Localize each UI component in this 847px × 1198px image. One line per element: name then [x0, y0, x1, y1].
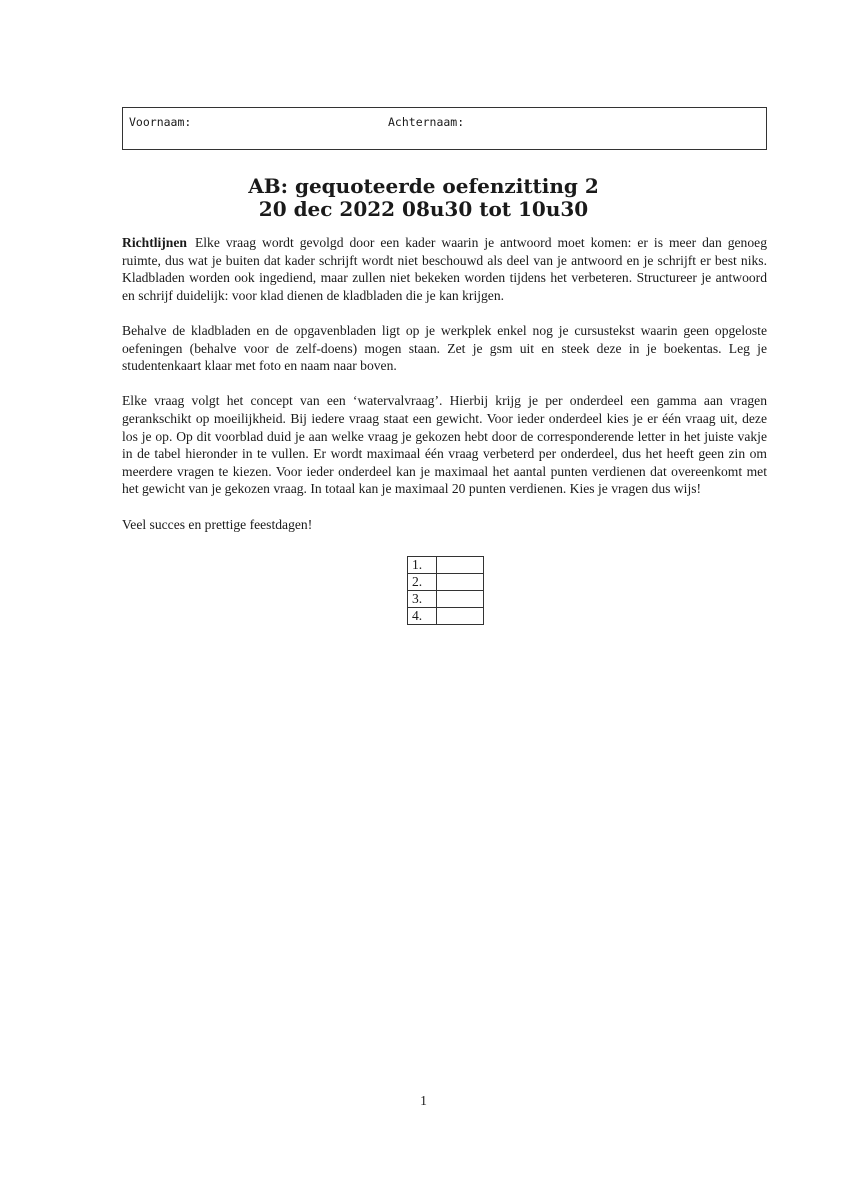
guidelines-paragraph-2: Behalve de kladbladen en de opgavenbladen ligt op je werkplek enkel nog je cursustekst waarin geen opgeloste oefeningen (behalve voor de zelf-doens) mogen staan. Zet je gsm uit en steek deze in je boekentas. Leg je studentenkaart klaar met foto en naam naar boven.: [122, 322, 767, 374]
first-name-label: Voornaam:: [129, 115, 192, 129]
name-box: [122, 107, 767, 150]
answer-cell[interactable]: [437, 608, 484, 625]
last-name-label: Achternaam:: [388, 115, 465, 129]
closing-text: Veel succes en prettige feestdagen!: [122, 516, 313, 532]
answer-cell[interactable]: [437, 574, 484, 591]
guidelines-paragraph-3: Elke vraag volgt het concept van een ‘watervalvraag’. Hierbij krijg je per onderdeel een gamma aan vragen gerankschikt op moeilijkheid. Bij iedere vraag staat een gewicht. Voor ieder onderdeel kies je er één vraag uit, deze los je op. Op dit voorblad duid je aan welke vraag je gekozen hebt door de corresponderende letter in het juiste vakje in de tabel hieronder in te vullen. Er wordt maximaal één vraag verbeterd per onderdeel, dus het heeft geen zin om meerdere vragen te kiezen. Voor ieder onderdeel kan je maximaal het aantal punten verdienen dat overeenkomt met het gewicht van je gekozen vraag. In totaal kan je maximaal 20 punten verdienen. Kies je vragen dus wijs!: [122, 393, 767, 497]
guidelines-section: [122, 234, 767, 551]
guidelines-paragraph-1-text: Elke vraag wordt gevolgd door een kader waarin je antwoord moet komen: er is meer dan genoeg ruimte, dus wat je buiten dat kader schrijft wordt niet beschouwd als deel van je antwoord en je schrijft er best niks. Kladbladen worden ook ingediend, maar zullen niet bekeken worden tijdens het verbeteren. Structureer je antwoord en schrijf duidelijk: voor klad dienen de kladbladen die je kan krijgen.: [122, 235, 767, 303]
table-row: [408, 574, 484, 591]
row-number: 1.: [408, 557, 437, 574]
answer-cell[interactable]: [437, 591, 484, 608]
row-number: 3.: [408, 591, 437, 608]
title-line-1: AB: gequoteerde oefenzitting 2: [248, 174, 599, 198]
page-number: 1: [420, 1093, 427, 1108]
guidelines-heading: Richtlijnen: [122, 235, 187, 250]
answer-cell[interactable]: [437, 557, 484, 574]
table-row: [408, 608, 484, 625]
page-title: [0, 175, 847, 221]
guidelines-paragraph-1: [122, 234, 767, 304]
row-number: 4.: [408, 608, 437, 625]
answer-table: [407, 556, 484, 625]
table-row: [408, 591, 484, 608]
title-line-2: 20 dec 2022 08u30 tot 10u30: [258, 197, 589, 221]
row-number: 2.: [408, 574, 437, 591]
table-row: [408, 557, 484, 574]
